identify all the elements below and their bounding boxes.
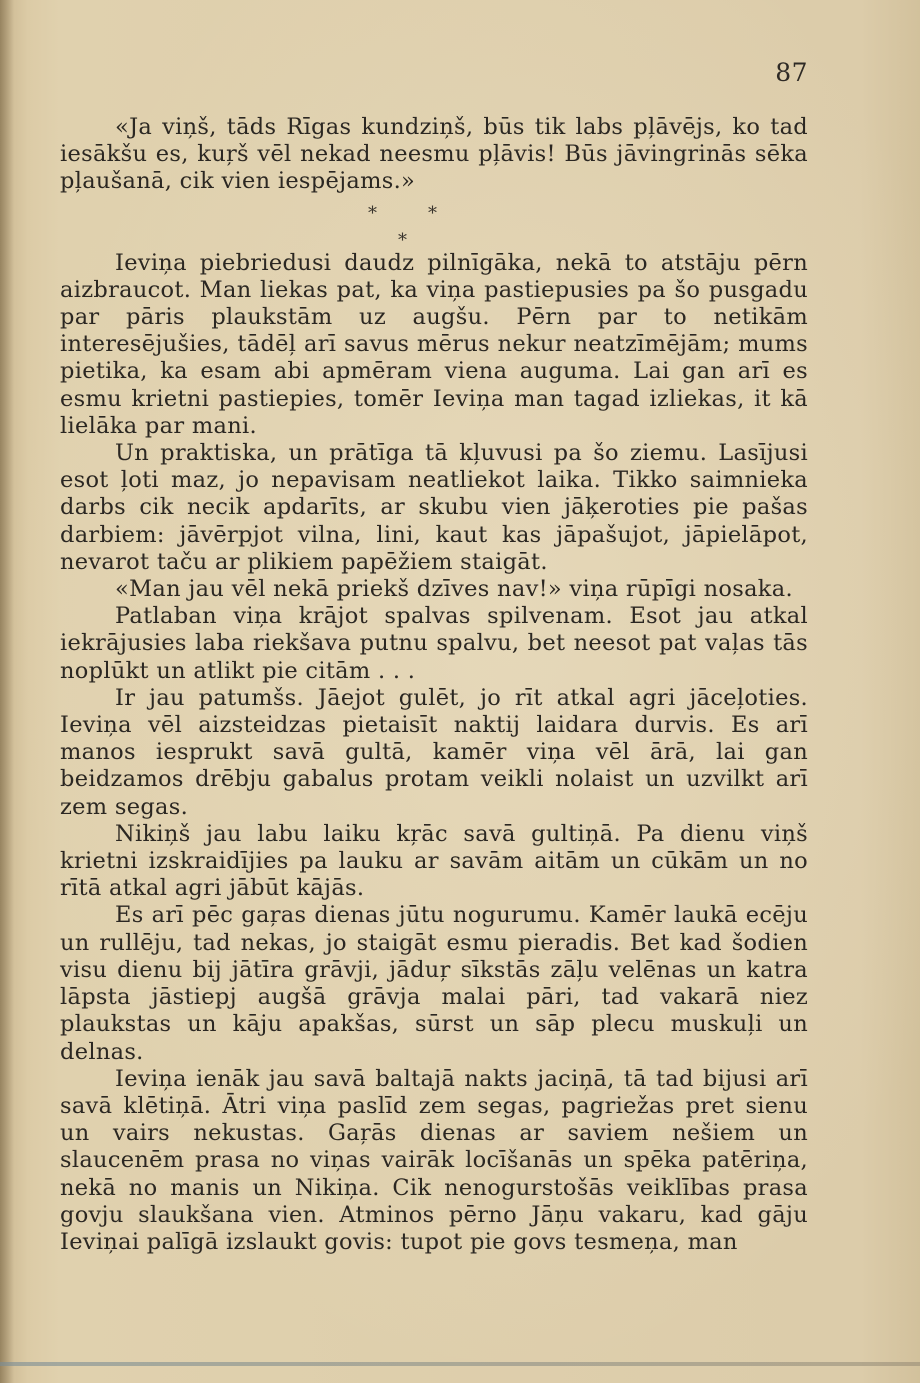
paragraph-7: Nikiņš jau labu laiku kŗāc savā gultiņā. Pa dienu viņš krietni izskraidījies pa lauku ar savām aitām un cūkām un no rītā atkal agri jābūt kājās. xyxy=(60,820,808,902)
body-text xyxy=(60,114,808,1256)
paragraph-9: Ieviņa ienāk jau savā baltajā nakts jaciņā, tā tad bijusi arī savā klētiņā. Ātri viņa paslīd zem segas, pagriežas pret sienu un vairs nekustas. Gaŗās dienas ar saviem nešiem un slaucenēm prasa no viņas vairāk locīšanās un spēka patēriņa, nekā no manis un Nikiņa. Cik nenogurstošās veiklības prasa govju slaukšana vien. Atminos pērno Jāņu vakaru, kad gāju Ieviņai palīgā izslaukt govis: tupot pie govs tesmeņa, man xyxy=(60,1065,808,1255)
paragraph-3: Un praktiska, un prātīga tā kļuvusi pa šo ziemu. Lasījusi esot ļoti maz, jo nepavisam neatliekot laika. Tikko saimnieka darbs cik necik apdarīts, ar skubu vien jāķeroties pie pašas darbiem: jāvērpjot vilna, lini, kaut kas jāpašujot, jāpielāpot, nevarot taču ar plikiem papēžiem staigāt. xyxy=(60,440,808,575)
paragraph-8: Es arī pēc gaŗas dienas jūtu nogurumu. Kamēr laukā ecēju un rullēju, tad nekas, jo staigāt esmu pieradis. Bet kad šodien visu dienu bij jātīra grāvji, jāduŗ sīkstās zāļu velēnas un katra lāpsta jāstiepj augšā grāvja malai pāri, tad vakarā niez plaukstas un kāju apakšas, sūrst un sāp plecu muskuļi un delnas. xyxy=(60,902,808,1065)
page-number: 87 xyxy=(775,58,808,87)
paragraph-2: Ieviņa piebriedusi daudz pilnīgāka, nekā to atstāju pērn aizbraucot. Man liekas pat, ka viņa pastiepusies pa šo pusgadu par pāris plaukstām uz augšu. Pērn par to netikām interesējušies, tādēļ arī savus mērus nekur neatzīmējām; mums pietika, ka esam abi apmēram viena auguma. Lai gan arī es esmu krietni pastiepies, tomēr Ieviņa man tagad izliekas, it kā lielāka par mani. xyxy=(60,249,808,439)
separator-star: * xyxy=(368,202,378,224)
paragraph-6: Ir jau patumšs. Jāejot gulēt, jo rīt atkal agri jāceļoties. Ieviņa vēl aizsteidzas pietaisīt naktij laidara durvis. Es arī manos iesprukt savā gultā, kamēr viņa vēl ārā, lai gan beidzamos drēbju gabalus protam veikli nolaist un uzvilkt arī zem segas. xyxy=(60,684,808,820)
separator-star: * xyxy=(398,229,408,251)
paragraph-1: «Ja viņš, tāds Rīgas kundziņš, būs tik labs pļāvējs, ko tad iesākšu es, kuŗš vēl nekad neesmu pļāvis! Būs jāvingrinās sēka pļaušanā, cik vien iespējams.» xyxy=(60,114,808,195)
paragraph-4: «Man jau vēl nekā priekš dzīves nav!» viņa rūpīgi nosaka. xyxy=(115,576,793,603)
separator-star: * xyxy=(428,202,438,224)
section-separator xyxy=(60,196,808,250)
binding-shadow xyxy=(0,0,14,1383)
paragraph-5: Patlaban viņa krājot spalvas spilvenam. Esot jau atkal iekrājusies laba riekšava putnu spalvu, bet neesot pat vaļas tās noplūkt un atlikt pie citām . . . xyxy=(60,603,808,684)
page-bottom-edge xyxy=(0,1362,920,1366)
